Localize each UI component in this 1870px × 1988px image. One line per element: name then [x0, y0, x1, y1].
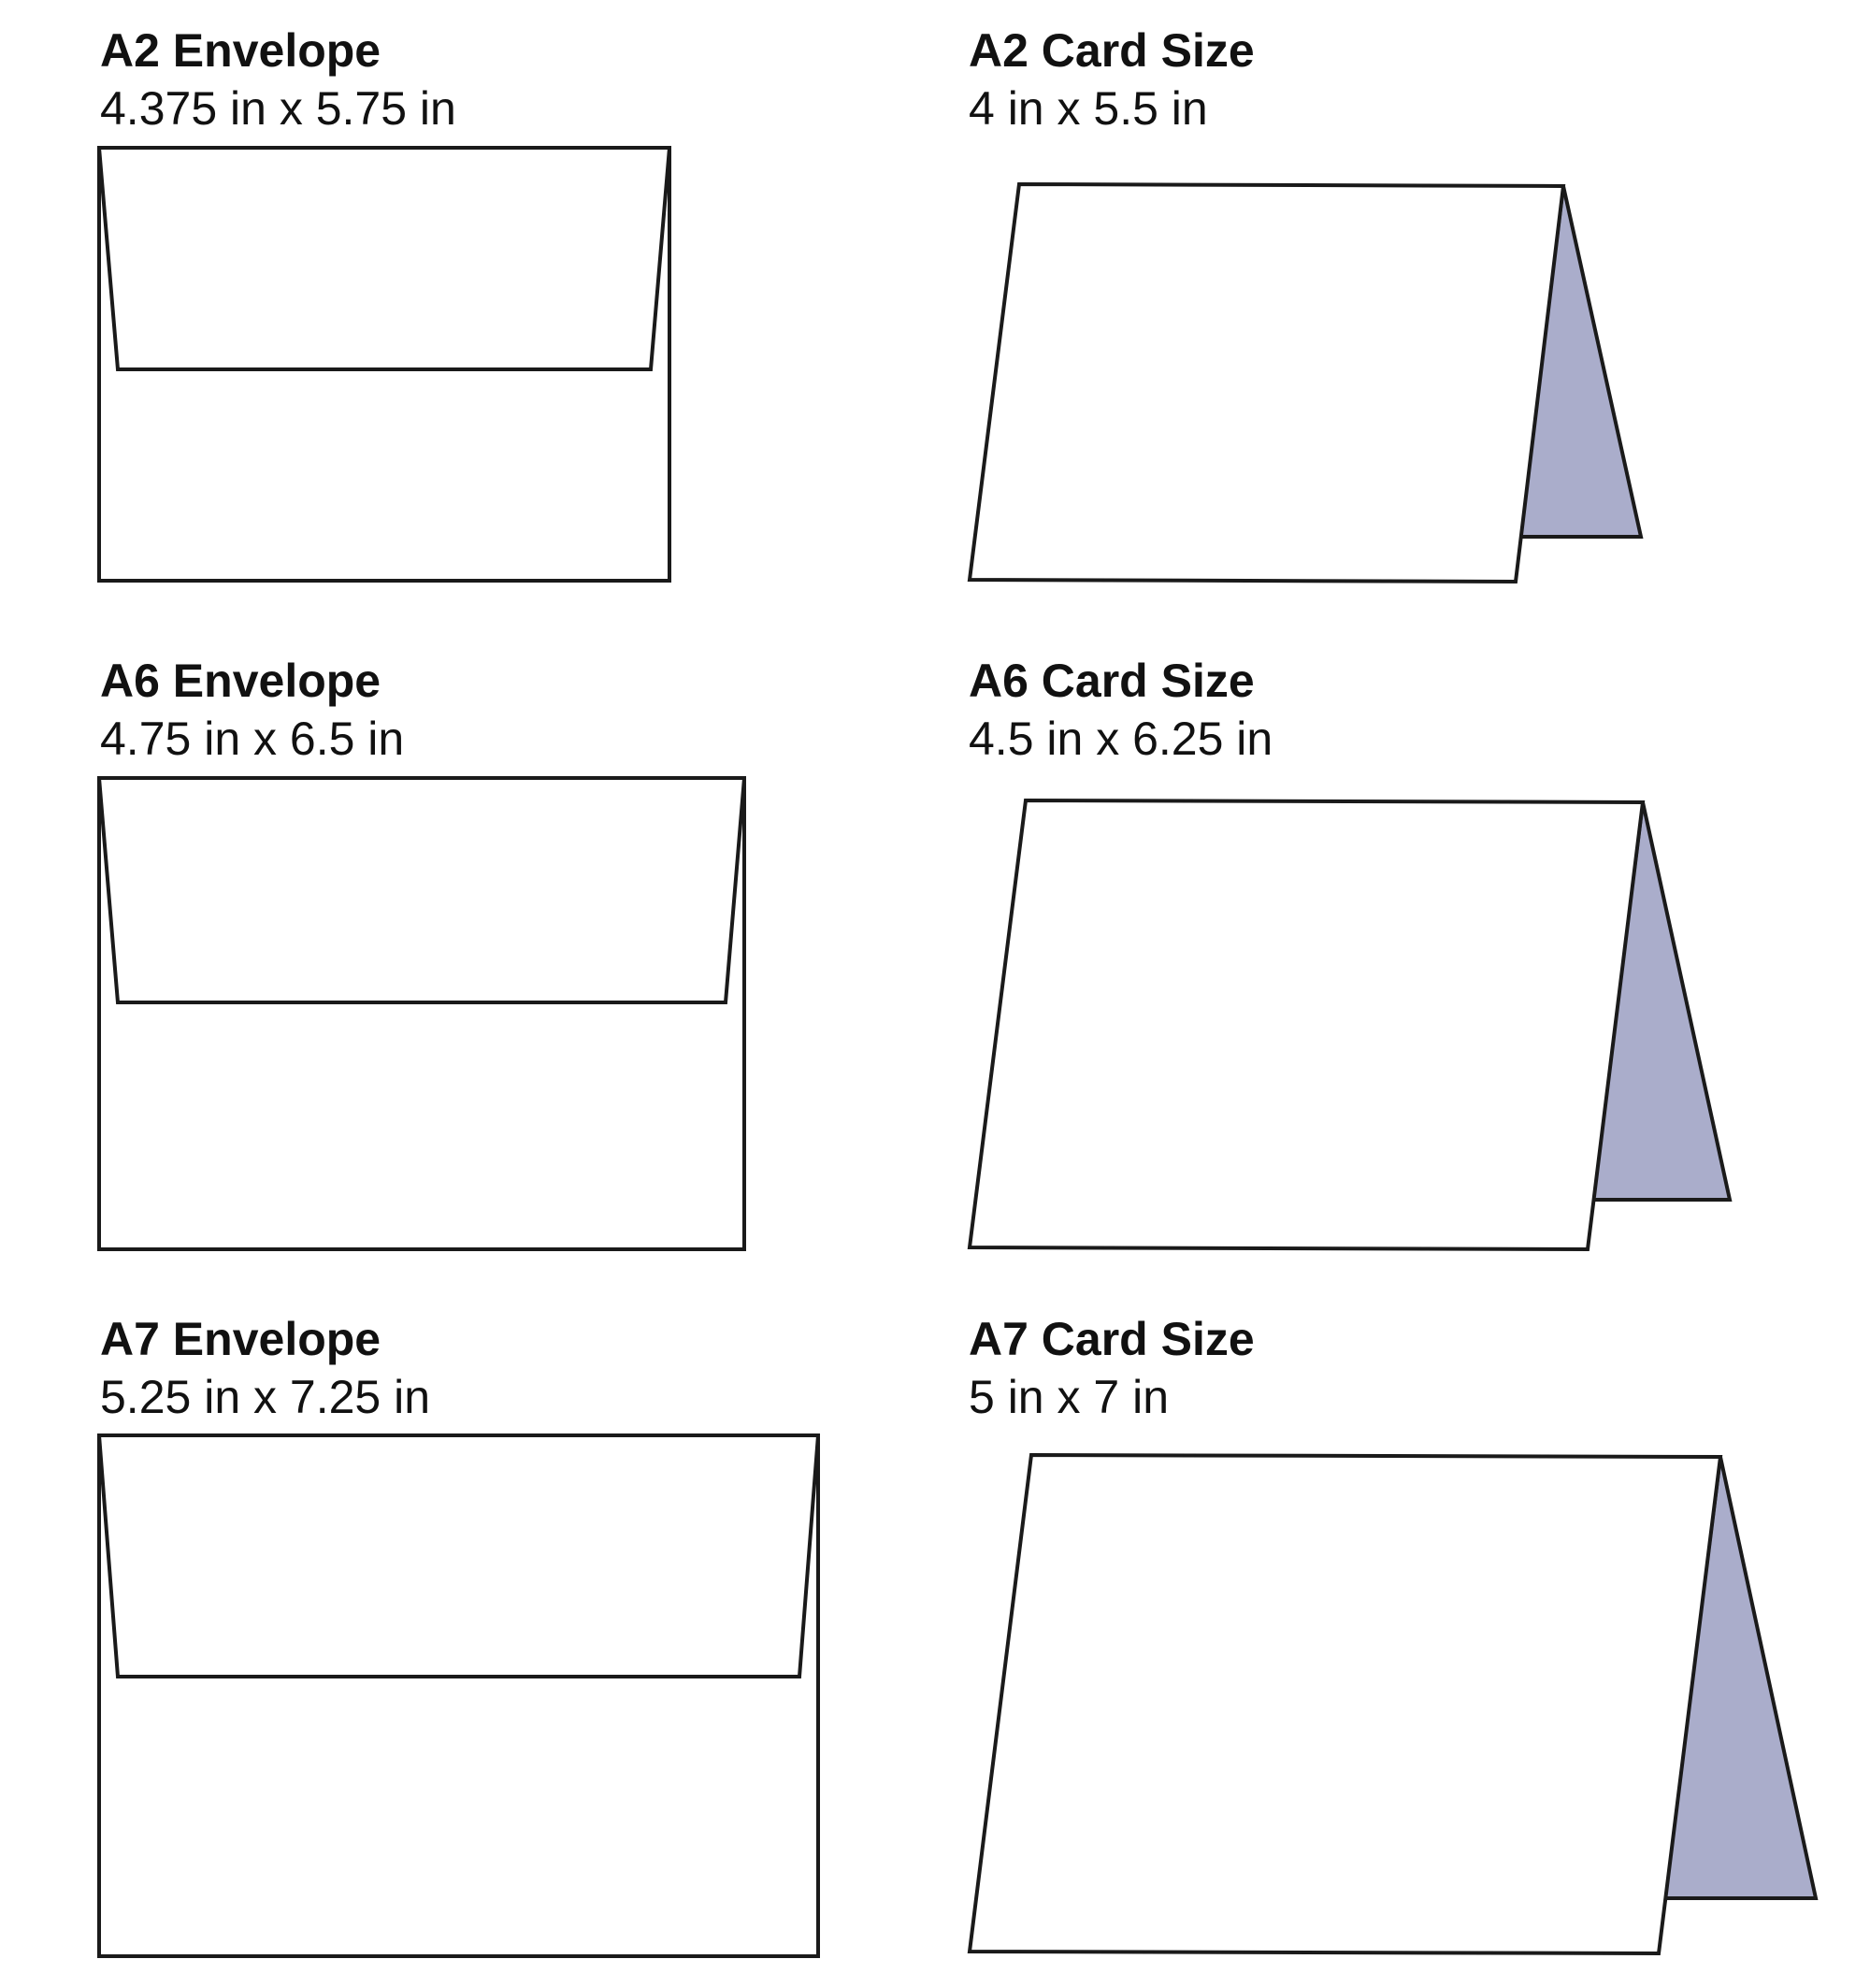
a6-envelope-dimensions: 4.75 in x 6.5 in: [100, 713, 405, 765]
a7-card-title: A7 Card Size: [969, 1313, 1255, 1365]
a6-card-dimensions: 4.5 in x 6.25 in: [969, 713, 1273, 765]
a2-card-drawing: [970, 184, 1641, 582]
a2-card-dimensions: 4 in x 5.5 in: [969, 82, 1208, 135]
a6-card-front-panel: [970, 800, 1643, 1249]
a7-card-drawing: [970, 1455, 1816, 1953]
a6-card-title: A6 Card Size: [969, 655, 1255, 707]
a2-envelope-body: [99, 148, 669, 581]
a7-envelope-title: A7 Envelope: [100, 1313, 381, 1365]
a2-envelope-title: A2 Envelope: [100, 24, 381, 77]
a7-card-dimensions: 5 in x 7 in: [969, 1371, 1170, 1423]
a2-envelope-drawing: [99, 148, 669, 581]
a7-envelope-body: [99, 1435, 818, 1956]
a2-envelope-dimensions: 4.375 in x 5.75 in: [100, 82, 456, 135]
a6-envelope-title: A6 Envelope: [100, 655, 381, 707]
a2-card-front-panel: [970, 184, 1563, 582]
a2-card-title: A2 Card Size: [969, 24, 1255, 77]
a6-envelope-body: [99, 778, 744, 1249]
a7-envelope-drawing: [99, 1435, 818, 1956]
a6-envelope-drawing: [99, 778, 744, 1249]
a7-card-front-panel: [970, 1455, 1720, 1953]
a6-card-drawing: [970, 800, 1730, 1249]
a7-envelope-dimensions: 5.25 in x 7.25 in: [100, 1371, 431, 1423]
